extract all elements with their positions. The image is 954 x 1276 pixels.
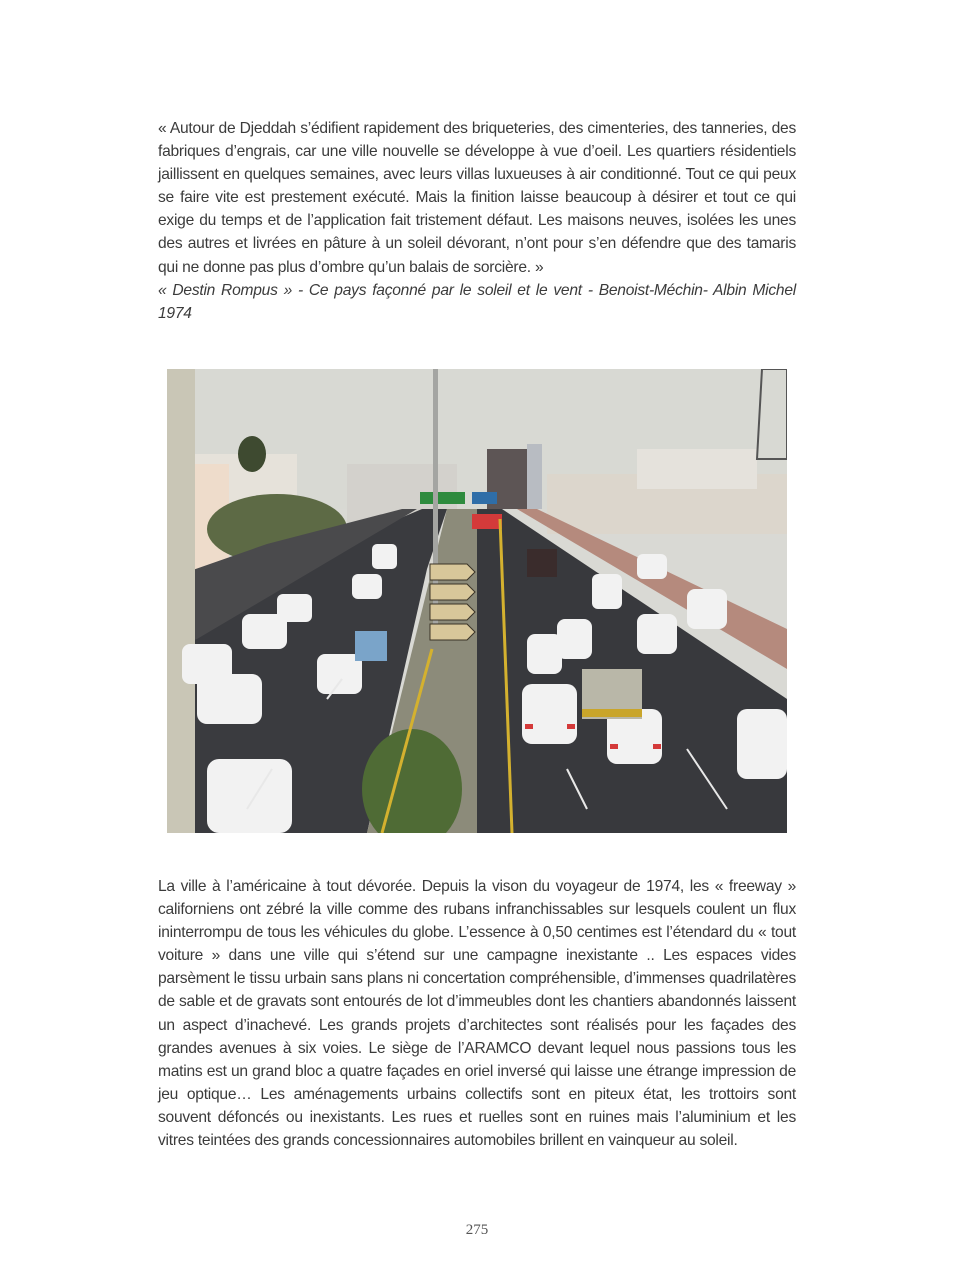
green-sign [420, 492, 465, 504]
foreground-pole [167, 369, 195, 833]
blue-sign [472, 492, 497, 504]
truck-bumper [582, 709, 642, 717]
highway-photo [167, 369, 787, 833]
building [637, 449, 757, 489]
quote-text: « Autour de Djeddah s’édifient rapidement des briqueteries, des cimenteries, des tanneries, des fabriques d’engrais, car une ville nouvelle se développe à vue d’oeil. Les quartiers résidentiels jaillissent en quelques semaines, avec leurs villas luxueuses à air conditionné. Tout ce qui peux se faire vite est prestement exécuté. Mais la finition laisse beaucoup à désirer et tout ce qui exige du temps et de l’application fait tristement défaut. Les maisons neuves, isolées les unes des autres et livrées en pâture à un soleil dévorant, n’ont pour s’en défendre que des tamaris qui ne donne pas plus d’ombre qu’un balais de sorcière. » [158, 120, 796, 276]
highway-photo-illustration [167, 369, 787, 833]
body-paragraph: La ville à l’américaine à tout dévorée. Depuis la vison du voyageur de 1974, les « freeway » californiens ont zébré la ville comme des rubans infranchissables sur lesquels coulent un flux ininterrompu de tous les véhicules du globe. L’essence à 0,50 centimes est l’étendard du « tout voiture » dans une ville qui s’étend sur une campagne inexistante .. Les espaces vides parsèment le tissu urbain sans plans ni concertation compréhensible, d’immenses quadrilatères de sable et de gravats sont entourés de lot d’immeubles dont les chantiers abandonnés laissent un aspect d’inachevé. Les grands projets d’architectes sont réalisés pour les façades des grandes avenues à six voies. Le siège de l’ARAMCO devant lequel nous passions tous les matins est un grand bloc a quatre façades en oriel inversé qui laisse une étrange impression de jeu optique… Les aménagements urbains collectifs sont en piteux état, les trottoirs sont souvent défoncés ou inexistants. Les rues et ruelles sont en ruines mais l’aluminium et les vitres teintées des grands concessionnaires automobiles brillent en vainqueur au soleil. [158, 878, 796, 1150]
quote-block [158, 117, 796, 325]
quote-citation: « Destin Rompus » - Ce pays façonné par le soleil et le vent - Benoist-Méchin- Albin Michel 1974 [158, 281, 796, 322]
blue-car [355, 631, 387, 661]
building [527, 444, 542, 509]
palm-tree [238, 436, 266, 472]
dark-suv [527, 549, 557, 577]
page-number: 275 [465, 1222, 489, 1238]
